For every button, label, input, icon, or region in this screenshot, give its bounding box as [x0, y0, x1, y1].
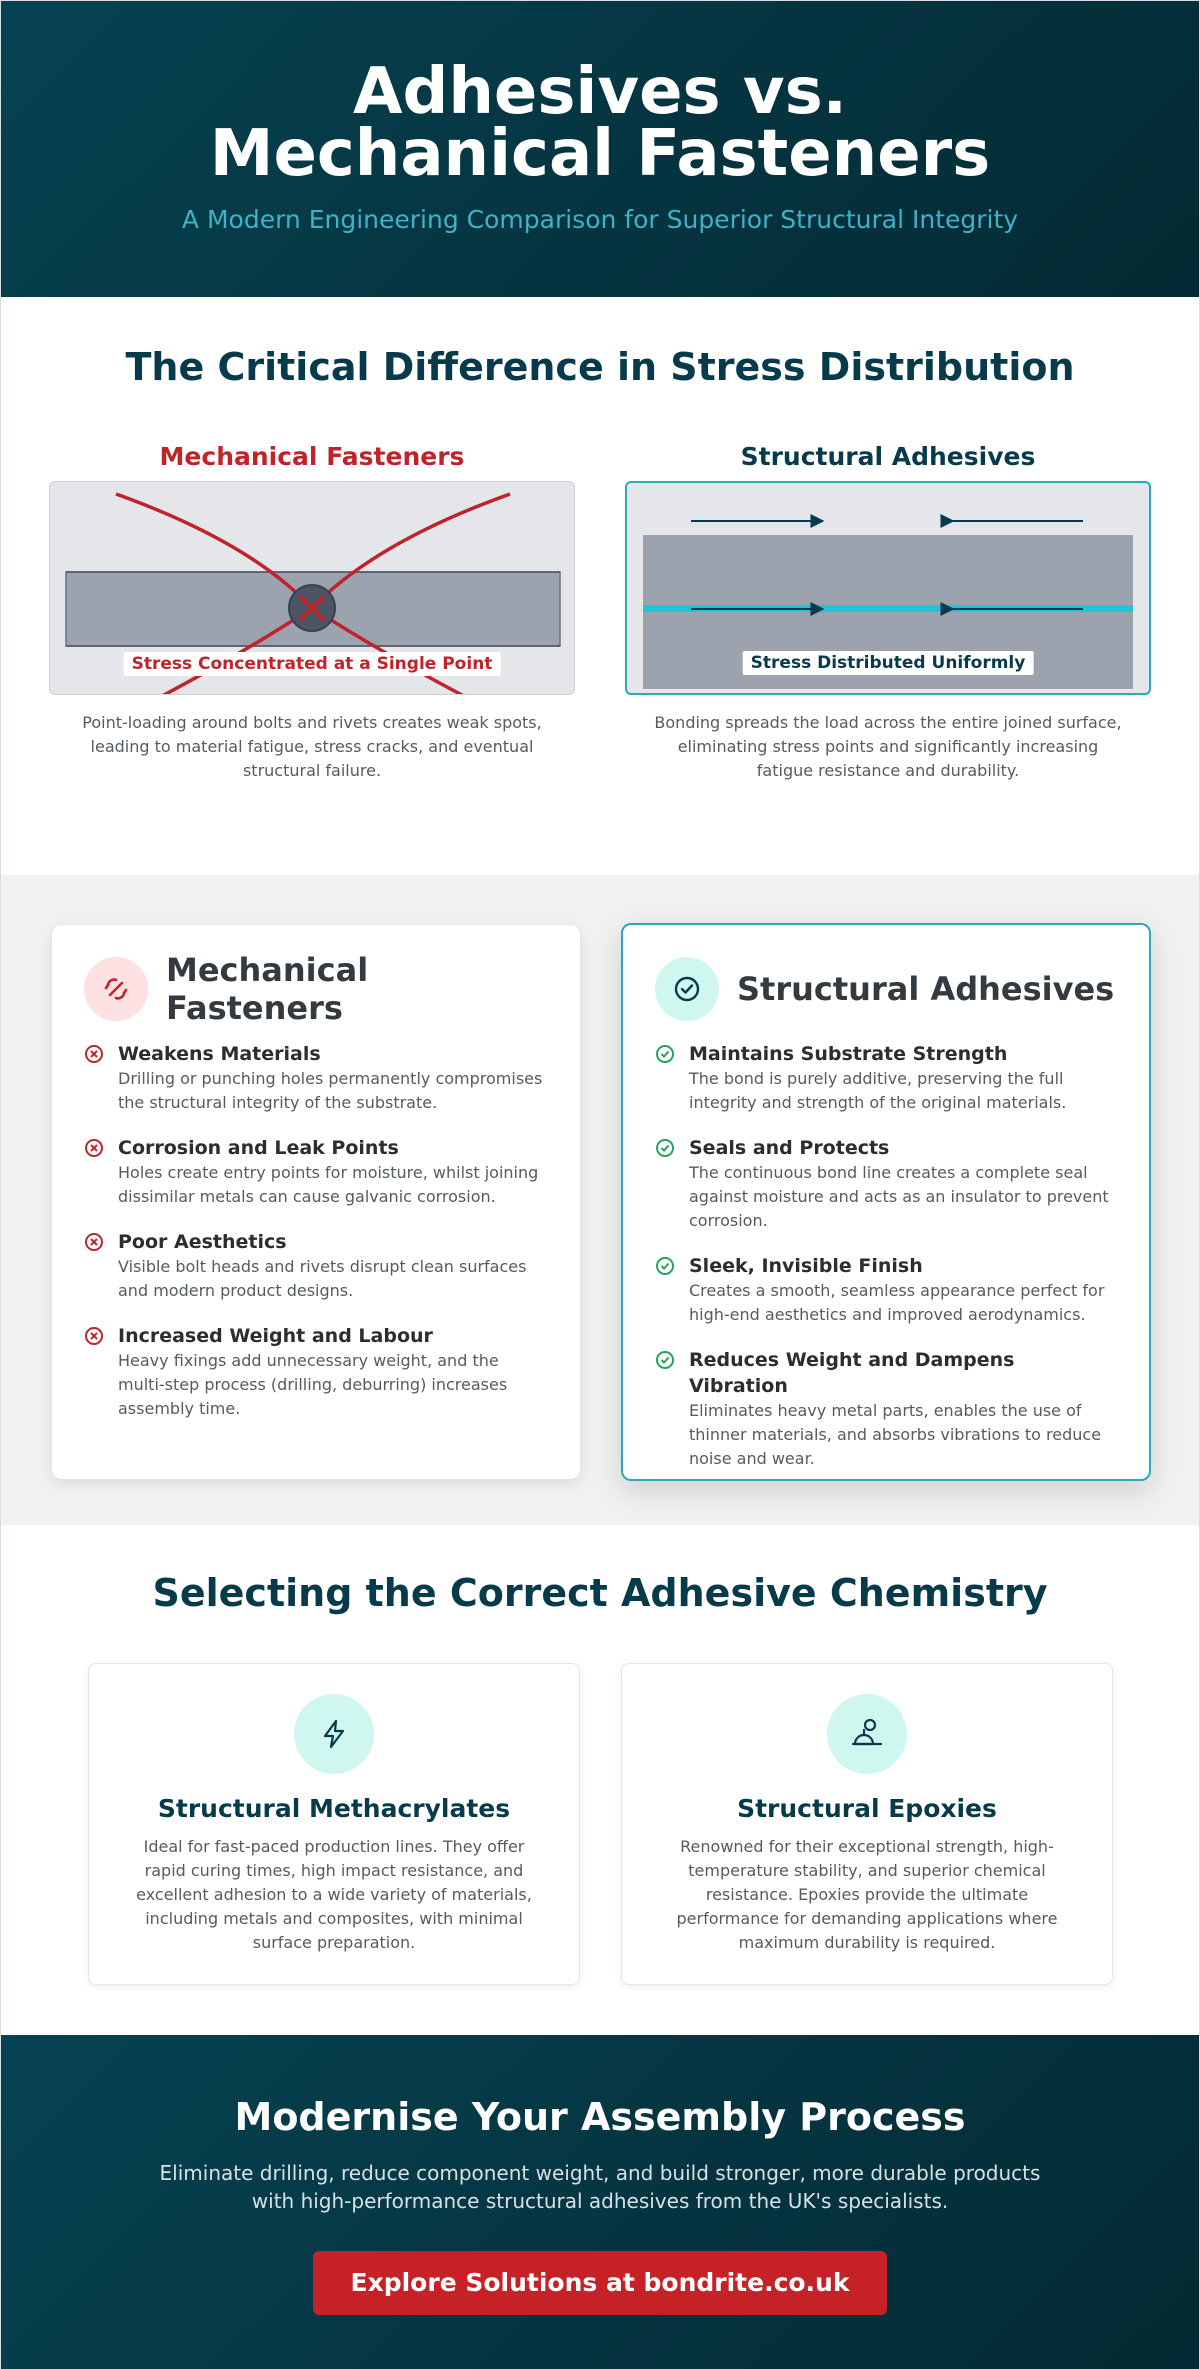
epoxies-card	[621, 1663, 1113, 1985]
list-item-title: Maintains Substrate Strength	[689, 1043, 1008, 1065]
list-item-title: Poor Aesthetics	[118, 1231, 287, 1253]
list-item-title: Seals and Protects	[689, 1137, 890, 1159]
worker-icon	[827, 1694, 907, 1774]
methacrylates-title: Structural Methacrylates	[157, 1794, 511, 1823]
x-circle-icon	[84, 1044, 104, 1064]
list-item	[84, 1229, 548, 1303]
list-item-text: Creates a smooth, seamless appearance perfect for high-end aesthetics and improved aerodynamics.	[689, 1281, 1105, 1324]
methacrylates-description: Ideal for fast-paced production lines. They offer rapid curing times, high impact resistance, and excellent adhesion to a wide variety of materials, including metals and composites, with minimal surface preparation.	[136, 1837, 532, 1952]
x-circle-icon	[84, 1326, 104, 1346]
stress-comparison	[49, 433, 1151, 833]
list-item-title: Increased Weight and Labour	[118, 1325, 433, 1347]
check-circle-icon	[655, 1138, 675, 1158]
broken-link-icon	[84, 957, 148, 1021]
adhesives-card-header	[655, 957, 1117, 1021]
list-item-text: The continuous bond line creates a complete seal against moisture and acts as an insulator to prevent corrosion.	[689, 1163, 1109, 1230]
x-circle-icon	[84, 1232, 104, 1252]
check-circle-icon	[655, 1044, 675, 1064]
x-circle-icon	[84, 1138, 104, 1158]
lightning-icon	[294, 1694, 374, 1774]
fasteners-stress-description: Point-loading around bolts and rivets creates weak spots, leading to material fatigue, stress cracks, and eventual structural failure.	[82, 713, 542, 780]
list-item	[655, 1135, 1117, 1233]
list-item-title: Sleek, Invisible Finish	[689, 1255, 923, 1277]
adhesives-pros-card	[621, 923, 1151, 1481]
check-circle-icon	[655, 1350, 675, 1370]
adhesives-stress-diagram	[625, 481, 1151, 695]
fasteners-card-header	[84, 951, 548, 1027]
list-item	[84, 1135, 548, 1209]
list-item-text: Heavy fixings add unnecessary weight, and the multi-step process (drilling, deburring) increases assembly time.	[118, 1351, 508, 1418]
list-item-text: Drilling or punching holes permanently compromises the structural integrity of the substrate.	[118, 1069, 543, 1112]
adhesives-pros-list	[655, 1041, 1117, 1471]
stress-section-title: The Critical Difference in Stress Distribution	[125, 345, 1075, 389]
cta-title: Modernise Your Assembly Process	[234, 2095, 966, 2139]
methacrylates-card	[88, 1663, 580, 1985]
adhesives-stress-description: Bonding spreads the load across the entire joined surface, eliminating stress points and significantly increasing fatigue resistance and durability.	[654, 713, 1122, 780]
chemistry-section-title: Selecting the Correct Adhesive Chemistry	[152, 1571, 1048, 1615]
fasteners-cons-list	[84, 1041, 548, 1421]
check-circle-icon	[655, 957, 719, 1021]
fasteners-stress-diagram	[49, 481, 575, 695]
explore-solutions-button[interactable]: Explore Solutions at bondrite.co.uk	[313, 2251, 887, 2315]
list-item-title: Reduces Weight and Dampens Vibration	[689, 1349, 1015, 1397]
epoxies-title: Structural Epoxies	[737, 1794, 997, 1823]
list-item-text: The bond is purely additive, preserving the full integrity and strength of the original materials.	[689, 1069, 1067, 1112]
fasteners-cons-card	[52, 925, 580, 1479]
list-item	[84, 1323, 548, 1421]
list-item-title: Corrosion and Leak Points	[118, 1137, 399, 1159]
fasteners-stress-heading: Mechanical Fasteners	[159, 442, 465, 471]
check-circle-icon	[655, 1256, 675, 1276]
adhesives-stress-caption: Stress Distributed Uniformly	[743, 651, 1034, 675]
list-item-title: Weakens Materials	[118, 1043, 321, 1065]
page-subtitle: A Modern Engineering Comparison for Superior Structural Integrity	[181, 205, 1019, 234]
list-item	[655, 1253, 1117, 1327]
list-item-text: Visible bolt heads and rivets disrupt clean surfaces and modern product designs.	[118, 1257, 527, 1300]
list-item-text: Holes create entry points for moisture, whilst joining dissimilar metals can cause galvanic corrosion.	[118, 1163, 539, 1206]
page-title: Adhesives vs. Mechanical Fasteners	[209, 55, 991, 191]
chemistry-section	[1, 1525, 1199, 2035]
stress-distribution-section	[1, 297, 1199, 875]
list-item	[84, 1041, 548, 1115]
adhesives-card-title: Structural Adhesives	[737, 970, 1115, 1008]
comparison-section	[1, 875, 1199, 1525]
fasteners-card-title: Mechanical Fasteners	[166, 951, 369, 1027]
adhesives-stress-column	[625, 433, 1151, 783]
list-item	[655, 1347, 1117, 1471]
list-item	[655, 1041, 1117, 1115]
fasteners-stress-column	[49, 433, 575, 783]
fasteners-stress-caption: Stress Concentrated at a Single Point	[124, 652, 501, 676]
hero-header	[1, 1, 1199, 297]
cta-footer	[1, 2035, 1199, 2369]
adhesives-stress-heading: Structural Adhesives	[740, 442, 1036, 471]
list-item-text: Eliminates heavy metal parts, enables the use of thinner materials, and absorbs vibrations to reduce noise and wear.	[689, 1401, 1102, 1468]
cta-text: Eliminate drilling, reduce component weight, and build stronger, more durable products with high-performance structural adhesives from the UK's specialists.	[159, 2161, 1041, 2213]
epoxies-description: Renowned for their exceptional strength, high-temperature stability, and superior chemical resistance. Epoxies provide the ultimate performance for demanding applications where maximum durability is required.	[676, 1837, 1058, 1952]
